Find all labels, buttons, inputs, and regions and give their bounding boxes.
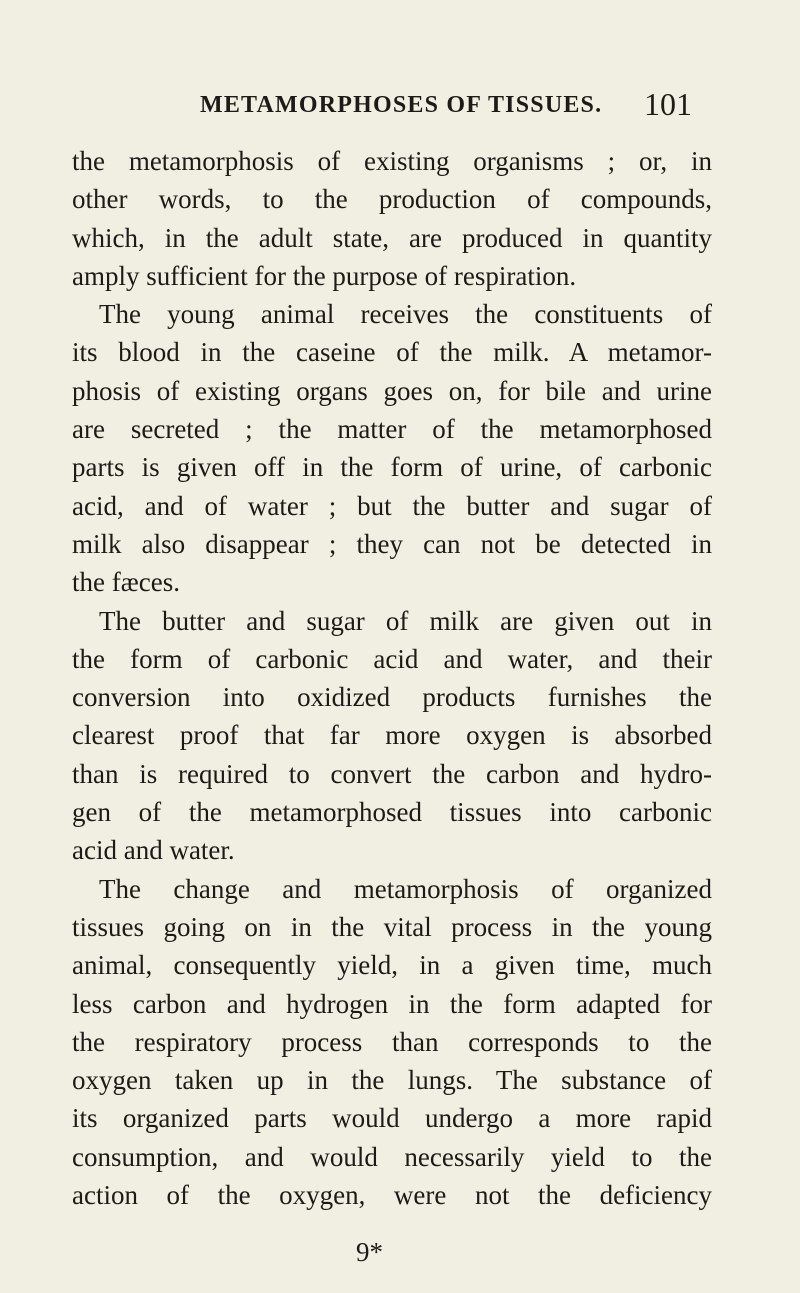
text-line: milk also disappear ; they can not be detected in [72, 528, 712, 559]
body-text [72, 142, 712, 1214]
text-line: the metamorphosis of existing organisms ; or, in [72, 146, 712, 176]
text-line: the respiratory process than corresponds to the [72, 1026, 712, 1057]
text-line: less carbon and hydrogen in the form adapted for [72, 988, 712, 1019]
text-line: acid and water. [72, 835, 235, 866]
signature-mark: 9* [356, 1237, 383, 1267]
text-line: acid, and of water ; but the butter and sugar of [72, 490, 712, 521]
text-line: conversion into oxidized products furnishes the [72, 682, 712, 713]
text-line: other words, to the production of compounds, [72, 184, 712, 215]
text-line: its blood in the caseine of the milk. A metamor- [72, 337, 712, 368]
text-line: oxygen taken up in the lungs. The substance of [72, 1065, 712, 1096]
text-line: consumption, and would necessarily yield to the [72, 1141, 712, 1172]
text-line: The butter and sugar of milk are given out in [99, 605, 712, 636]
text-line: the fæces. [72, 567, 180, 598]
text-line: its organized parts would undergo a more rapid [72, 1103, 712, 1134]
text-line: The change and metamorphosis of organized [99, 873, 712, 904]
text-line: The young animal receives the constituents of [99, 299, 712, 330]
text-line: parts is given off in the form of urine, of carbonic [72, 452, 712, 483]
text-line: the form of carbonic acid and water, and their [72, 643, 712, 674]
text-line: phosis of existing organs goes on, for bile and urine [72, 375, 712, 406]
text-line: action of the oxygen, were not the deficiency [72, 1180, 712, 1211]
text-line: tissues going on in the vital process in the young [72, 911, 712, 942]
page-number: 101 [644, 86, 692, 122]
text-line: than is required to convert the carbon and hydro- [72, 758, 712, 789]
text-line: amply sufficient for the purpose of respiration. [72, 260, 577, 291]
running-title: METAMORPHOSES OF TISSUES. [200, 92, 603, 118]
text-line: clearest proof that far more oxygen is absorbed [72, 720, 712, 751]
text-line: animal, consequently yield, in a given time, much [72, 950, 712, 981]
text-line: are secreted ; the matter of the metamorphosed [72, 414, 712, 445]
text-line: gen of the metamorphosed tissues into carbonic [72, 797, 712, 828]
text-line: which, in the adult state, are produced in quantity [72, 222, 712, 253]
